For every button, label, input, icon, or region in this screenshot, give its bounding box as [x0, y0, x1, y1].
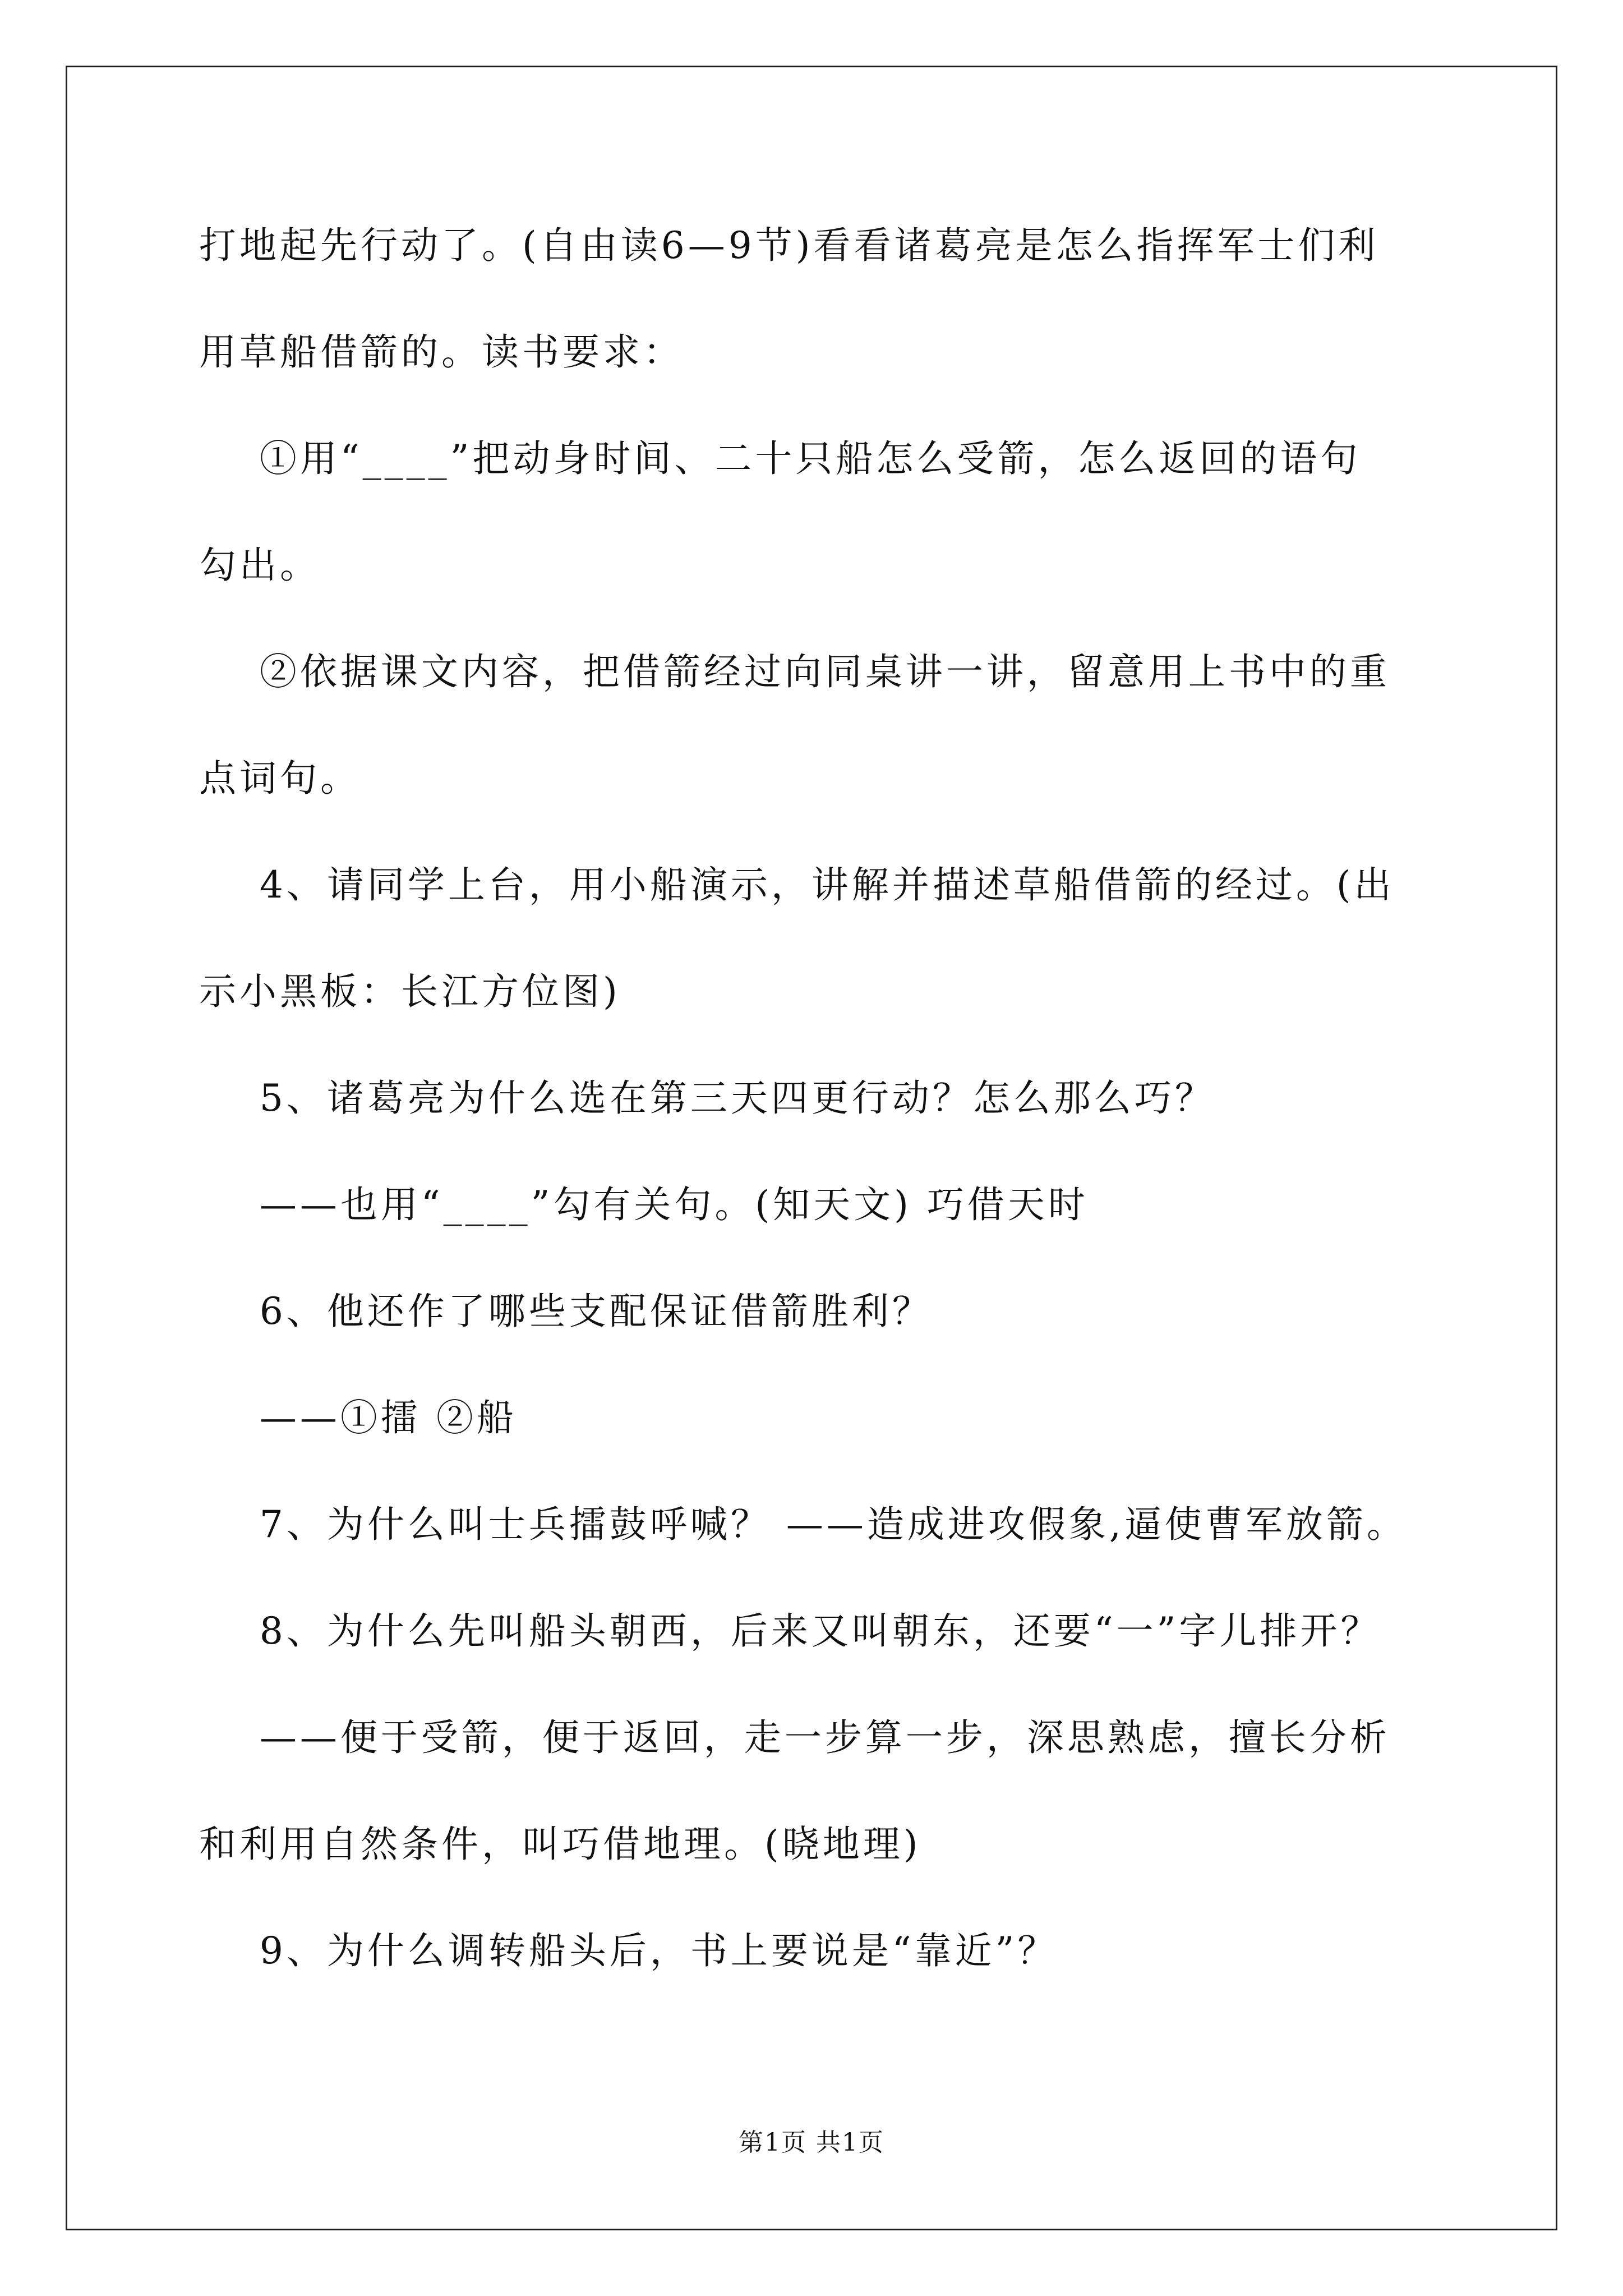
text-line: 用草船借箭的。读书要求：	[199, 330, 684, 374]
text-line: 点词句。	[199, 757, 361, 800]
text-line: ——便于受箭，便于返回，走一步算一步，深思熟虑，擅长分析	[199, 1716, 1390, 1759]
text-line: 8、为什么先叫船头朝西，后来又叫朝东，还要“一”字儿排开？	[199, 1609, 1381, 1653]
page-footer: 第1页 共1页	[739, 2128, 884, 2157]
text-line: 9、为什么调转船头后，书上要说是“靠近”？	[199, 1929, 1058, 1972]
text-line: 4、请同学上台，用小船演示，讲解并描述草船借箭的经过。(出	[199, 863, 1395, 907]
text-line: ——①擂 ②船	[199, 1396, 517, 1439]
text-line: 示小黑板：长江方位图)	[199, 970, 621, 1013]
text-line: 和利用自然条件，叫巧借地理。(晓地理)	[199, 1823, 921, 1866]
text-line: ①用“____”把动身时间、二十只船怎么受箭，怎么返回的语句	[199, 437, 1361, 480]
text-line: 打地起先行动了。(自由读6—9节)看看诸葛亮是怎么指挥军士们利	[199, 224, 1379, 267]
text-line: 6、他还作了哪些支配保证借箭胜利？	[199, 1290, 933, 1333]
text-line: 勾出。	[199, 544, 320, 587]
page-border	[66, 66, 1557, 2230]
text-line: 7、为什么叫士兵擂鼓呼喊？ ——造成进攻假象,逼使曹军放箭。	[199, 1503, 1407, 1546]
text-line: ——也用“____”勾有关句。(知天文) 巧借天时	[199, 1183, 1089, 1226]
text-line: ②依据课文内容，把借箭经过向同桌讲一讲，留意用上书中的重	[199, 650, 1390, 693]
text-line: 5、诸葛亮为什么选在第三天四更行动？怎么那么巧？	[199, 1076, 1215, 1120]
